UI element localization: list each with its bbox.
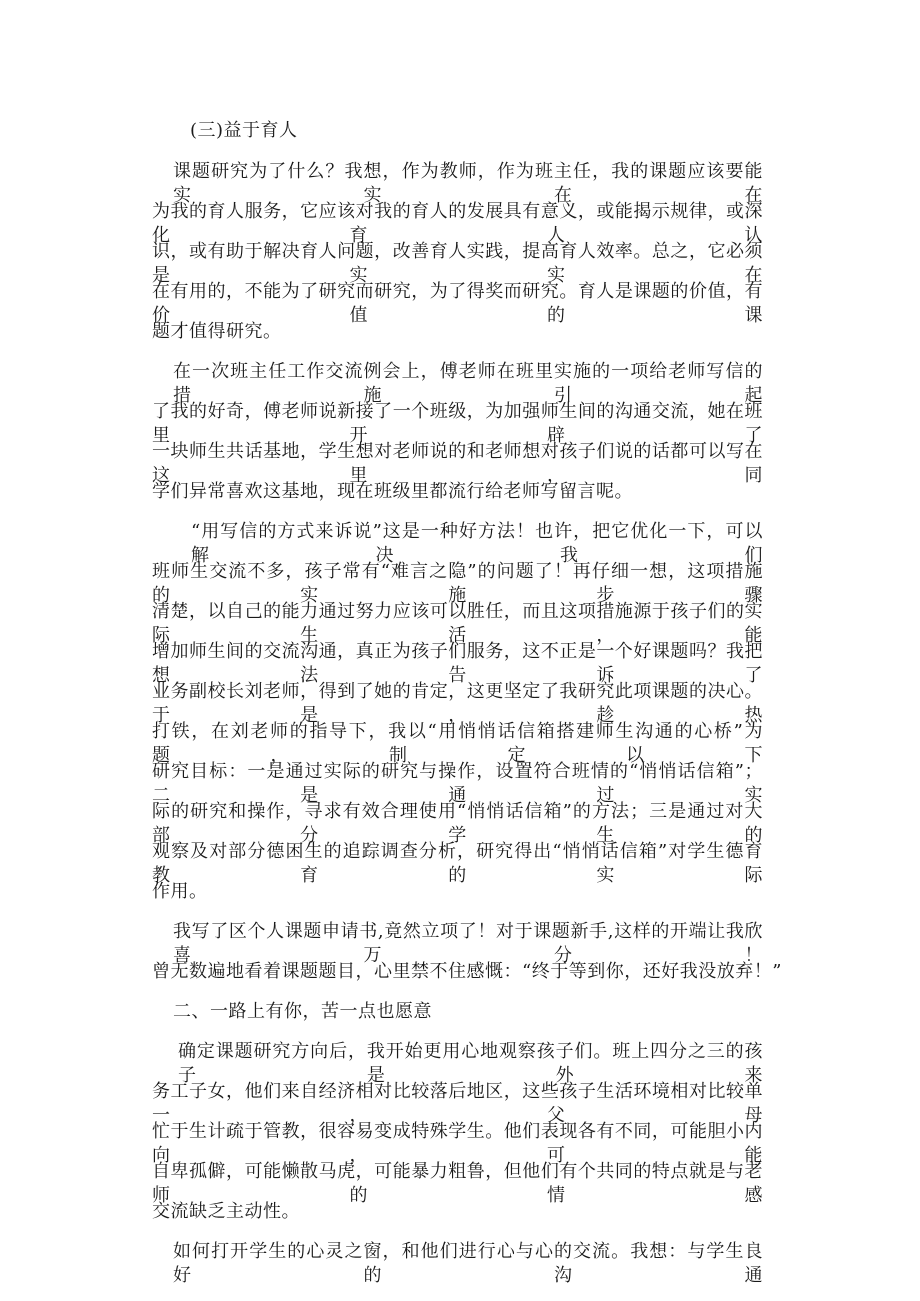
paragraph-3-line-10: 作用。 bbox=[152, 881, 208, 902]
paragraph-2-line-1: 在一次班主任工作交流例会上，傅老师在班里实施的一项给老师写信的措施引起 bbox=[173, 361, 763, 406]
paragraph-3-line-3: 清楚，以自己的能力通过努力应该可以胜任，而且这项措施源于孩子们的实际生活，能 bbox=[152, 601, 763, 646]
paragraph-7-line-1: 如何打开学生的心灵之窗，和他们进行心与心的交流。我想：与学生良好的沟通 bbox=[173, 1241, 763, 1286]
paragraph-3-line-1: “用写信的方式来诉说”这是一种好方法！也许，把它优化一下，可以解决我们 bbox=[191, 521, 763, 566]
paragraph-4-line-2: 曾无数遍地看着课题题目，心里禁不住感慨：“终于等到你，还好我没放弃！” bbox=[152, 961, 782, 982]
paragraph-6-line-5: 交流缺乏主动性。 bbox=[152, 1201, 300, 1222]
paragraph-1-line-2: 为我的育人服务，它应该对我的育人的发展具有意义，或能揭示规律，或深化育人认 bbox=[152, 201, 763, 246]
paragraph-3-line-6: 打铁，在刘老师的指导下，我以“用悄悄话信箱搭建师生沟通的心桥”为题，制定以下 bbox=[152, 721, 763, 766]
paragraph-3-line-7: 研究目标：一是通过实际的研究与操作，设置符合班情的“悄悄话信箱”；二是通过实 bbox=[152, 761, 763, 806]
paragraph-3-line-8: 际的研究和操作，寻求有效合理使用“悄悄话信箱”的方法；三是通过对大部分学生的 bbox=[152, 801, 763, 846]
paragraph-2-line-2: 了我的好奇，傅老师说新接了一个班级，为加强师生间的沟通交流，她在班里开辟了 bbox=[152, 401, 763, 446]
paragraph-1-line-1: 课题研究为了什么？我想，作为教师，作为班主任，我的课题应该要能实实在在 bbox=[173, 161, 763, 206]
paragraph-6-line-1: 确定课题研究方向后，我开始更用心地观察孩子们。班上四分之三的孩子是外来 bbox=[178, 1041, 763, 1086]
section-heading: (三)益于育人 bbox=[190, 120, 298, 141]
paragraph-6-line-4: 自卑孤僻，可能懒散马虎，可能暴力粗鲁，但他们有个共同的特点就是与老师的情感 bbox=[152, 1161, 763, 1206]
paragraph-3-line-4: 增加师生间的交流沟通，真正为孩子们服务，这不正是一个好课题吗？我把想法告诉了 bbox=[152, 641, 763, 686]
paragraph-6-line-2: 务工子女，他们来自经济相对比较落后地区，这些孩子生活环境相对比较单一，父母 bbox=[152, 1081, 763, 1126]
paragraph-2-line-3: 一块师生共话基地，学生想对老师说的和老师想对孩子们说的话都可以写在这里，同 bbox=[152, 441, 763, 486]
paragraph-1-line-4: 在有用的，不能为了研究而研究，为了得奖而研究。育人是课题的价值，有价值的课 bbox=[152, 281, 763, 326]
paragraph-2-line-4: 学们异常喜欢这基地，现在班级里都流行给老师写留言呢。 bbox=[152, 481, 633, 502]
paragraph-4-line-1: 我写了区个人课题申请书,竟然立项了！对于课题新手,这样的开端让我欣喜万分！ bbox=[173, 921, 763, 966]
paragraph-3-line-9: 观察及对部分德困生的追踪调查分析，研究得出“悄悄话信箱”对学生德育教育的实际 bbox=[152, 841, 763, 886]
paragraph-6-line-3: 忙于生计疏于管教，很容易变成特殊学生。他们表现各有不同，可能胆小内向，可能 bbox=[152, 1121, 763, 1166]
paragraph-3-line-2: 班师生交流不多，孩子常有“难言之隐”的问题了！再仔细一想，这项措施的实施步骤 bbox=[152, 561, 763, 606]
section-two-heading: 二、一路上有你，苦一点也愿意 bbox=[173, 1001, 432, 1022]
paragraph-3-line-5: 业务副校长刘老师，得到了她的肯定，这更坚定了我研究此项课题的决心。于是，趁热 bbox=[152, 681, 763, 726]
paragraph-1-line-3: 识，或有助于解决育人问题，改善育人实践，提高育人效率。总之，它必须是实实在 bbox=[152, 241, 763, 286]
paragraph-1-line-5: 题才值得研究。 bbox=[152, 321, 282, 342]
